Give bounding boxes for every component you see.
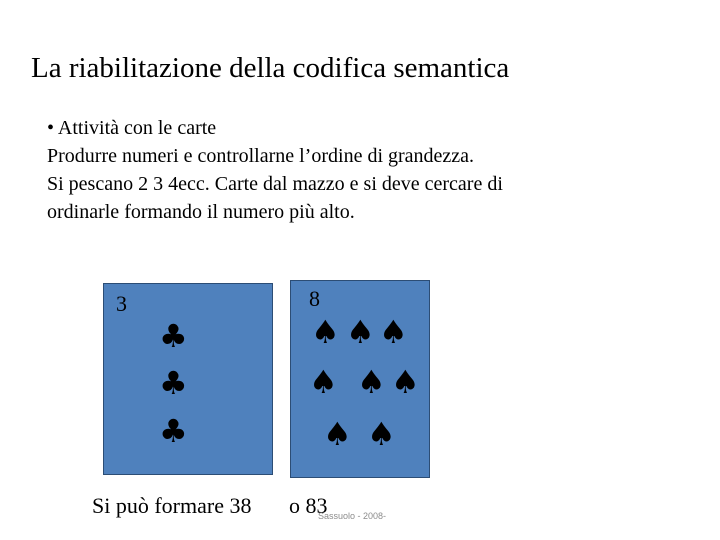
slide-title: La riabilitazione della codifica semantica: [31, 52, 510, 84]
spade-icon: ♠: [309, 363, 338, 401]
spade-icon: ♠: [379, 313, 408, 351]
body-line-1: Produrre numeri e controllarne l’ordine di grandezza.: [47, 145, 475, 167]
club-icon: ♣: [159, 317, 188, 355]
slide-body: [47, 114, 667, 226]
caption-option-38: Si può formare 38: [92, 493, 252, 518]
playing-card-eight-spades: [290, 280, 430, 478]
body-line-3: ordinarle formando il numero più alto.: [47, 201, 355, 223]
spade-icon: ♠: [311, 313, 340, 351]
spade-icon: ♠: [357, 363, 386, 401]
playing-card-three-clubs: [103, 283, 273, 475]
bullet-item: • Attività con le carte: [47, 117, 217, 139]
body-line-2: Si pescano 2 3 4ecc. Carte dal mazzo e si deve cercare di: [47, 173, 503, 195]
card-number: 8: [309, 286, 320, 311]
caption-option-83: o 83: [289, 493, 328, 518]
club-icon: ♣: [159, 364, 188, 402]
card-number: 3: [116, 291, 127, 316]
slide-footer: Sassuolo - 2008-: [318, 511, 387, 521]
spade-icon: ♠: [346, 313, 375, 351]
spade-icon: ♠: [367, 415, 396, 453]
spade-icon: ♠: [391, 363, 420, 401]
club-icon: ♣: [159, 412, 188, 450]
spade-icon: ♠: [323, 415, 352, 453]
